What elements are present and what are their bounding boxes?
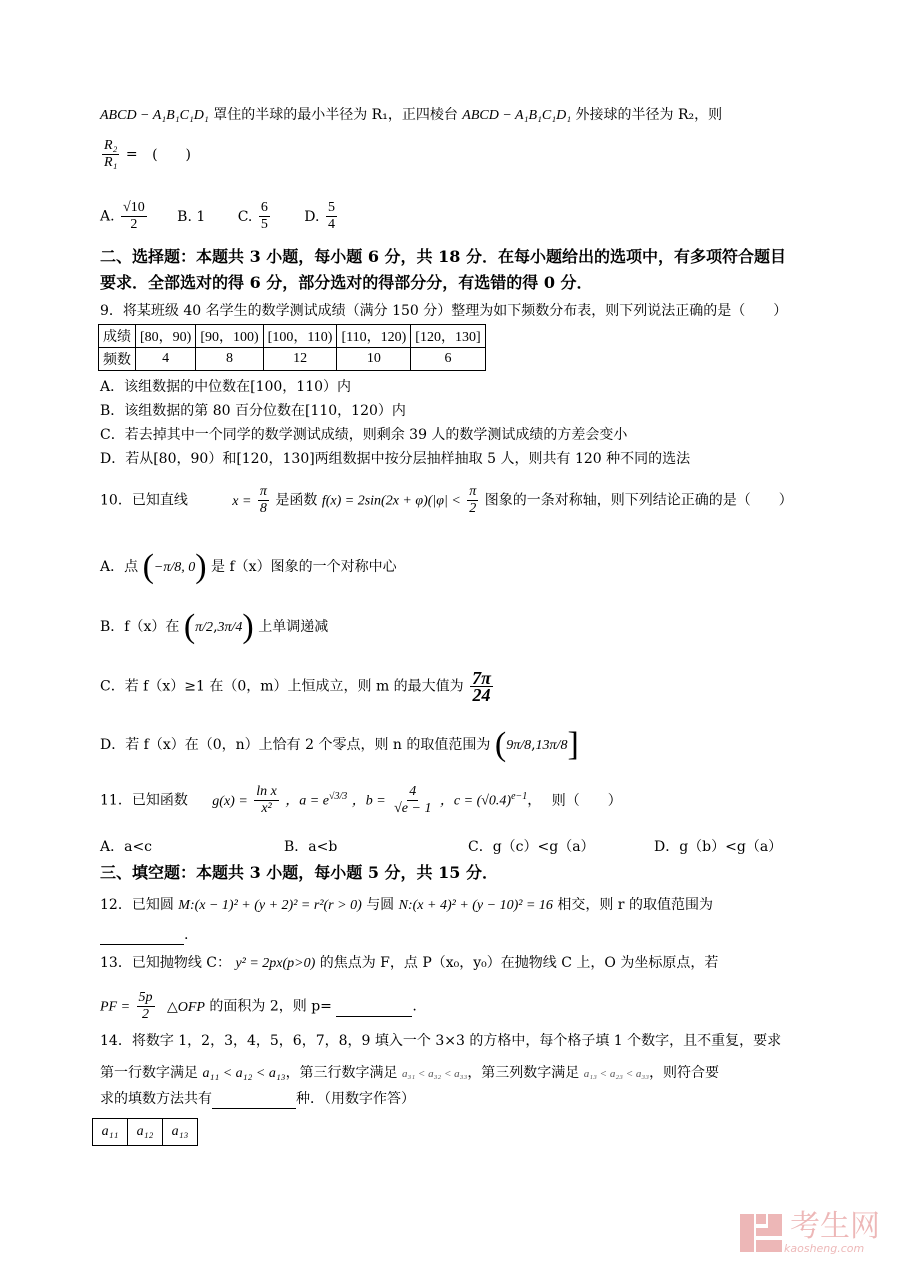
table-cell: [110，120) <box>337 325 411 348</box>
q10-line-den: 8 <box>259 501 267 516</box>
q8-opt-b: B. 1 <box>177 208 206 225</box>
q10-opt-a <box>100 550 397 584</box>
q11-b-frac <box>392 784 433 817</box>
q14-line2-d: ，则符合要 <box>649 1065 720 1081</box>
table-row <box>99 348 486 371</box>
q10-opt-d-text: D．若 f（x）在（0，n）上恰有 2 个零点，则 n 的取值范围为 <box>100 737 491 753</box>
q13-blank <box>336 998 412 1017</box>
q14-line3 <box>100 1090 415 1109</box>
q12-mid: 与圆 <box>366 897 395 913</box>
q13-tail: 的面积为 2，则 p= <box>209 998 332 1015</box>
q10-opt-b: B．f（x）在 (π/2,3π/4) 上单调递减 <box>100 608 329 645</box>
q10-phi-num: π <box>469 484 477 499</box>
table-cell: 8 <box>196 348 263 371</box>
q10-opt-a-label: A．点 <box>100 559 139 575</box>
q10-bracket-right-icon: ] <box>567 726 579 763</box>
table-cell: 12 <box>263 348 337 371</box>
table-cell: [120，130] <box>411 325 485 348</box>
q10-opt-a-point: −π/8, 0 <box>153 560 196 575</box>
table-row <box>93 1119 198 1146</box>
q9-opt-d: D．若从[80，90）和[120，130]两组数据中按分层抽样抽取 5 人，则共有 120 种不同的选法 <box>100 451 691 467</box>
q11-lead: 11．已知函数 <box>100 792 188 809</box>
q12-end: . <box>184 927 189 943</box>
table-cell: [80，90) <box>136 325 196 348</box>
q9-opt-a: A．该组数据的中位数在[100，110）内 <box>100 379 352 395</box>
q8-eq: = <box>125 146 138 163</box>
q14-blank <box>212 1090 296 1109</box>
q10-paren-left-icon: ( <box>183 608 196 645</box>
q8-opt-c-frac <box>259 200 270 233</box>
q11-comma: ， <box>527 792 542 809</box>
q12-blank <box>100 926 184 945</box>
q14-cond1: a₁₁ < a₁₂ < a₁₃ <box>202 1066 286 1081</box>
q10-opt-c-text: C．若 f（x）≥1 在（0，m）上恒成立，则 m 的最大值为 <box>100 678 464 695</box>
q11-a: ，a = e <box>285 793 329 809</box>
q13-line2 <box>100 990 417 1023</box>
q10-opt-b-label: B．f（x）在 <box>100 619 180 635</box>
q11-options <box>100 838 782 856</box>
q10-stem <box>100 484 793 517</box>
q9-opt-b: B．该组数据的第 80 百分位数在[110，120）内 <box>100 403 406 419</box>
q8-opt-a-label: A. <box>100 208 115 225</box>
q11-g: g(x) = <box>212 793 248 809</box>
table-cell: [100，110) <box>263 325 337 348</box>
q11-stem <box>100 784 622 817</box>
q10-opt-b-int-1: π/2 <box>195 620 214 635</box>
q8-text2: 外接球的半径为 R₂，则 <box>575 107 723 123</box>
q9-opt-c: C．若去掉其中一个同学的数学测试成绩，则剩余 39 人的数学测试成绩的方差会变小 <box>100 427 628 443</box>
q13-pf-den: 2 <box>142 1007 150 1022</box>
q11-opt-a: A．a<c <box>100 839 153 855</box>
q8-opt-d-frac <box>326 200 337 233</box>
q10-line-num: π <box>259 484 267 499</box>
q8-prefix2: ABCD − A₁B₁C₁D₁ <box>462 108 572 123</box>
q14-line1: 14．将数字 1，2，3，4，5，6，7，8，9 填入一个 3×3 的方格中，每个格子填 1 个数字，且不重复，要求 <box>100 1033 782 1049</box>
q12-tail: 相交，则 r 的取值范围为 <box>557 897 713 913</box>
q13-pf: PF = <box>100 999 131 1015</box>
q13-pf-frac <box>137 990 155 1023</box>
q10-func: f(x) = 2sin(2x + φ)(|φ| < <box>321 493 461 509</box>
q14-line2-a: 第一行数字满足 <box>100 1065 198 1081</box>
watermark-text-group <box>784 1208 880 1255</box>
q9-freq-table <box>98 324 486 371</box>
q8-opt-d-num: 5 <box>327 200 335 215</box>
q8-ratio-den: R₁ <box>104 155 118 170</box>
q11-b-num: 4 <box>409 784 417 799</box>
q10-phi-frac <box>467 484 478 517</box>
table-cell: 成绩 <box>99 325 136 348</box>
q11-a-exp: √3/3 <box>328 790 348 802</box>
q11-b: ，b = <box>351 793 386 809</box>
q12-m-eq: M:(x − 1)² + (y + 2)² = r²(r > 0) <box>178 898 362 913</box>
q10-opt-c <box>100 670 495 703</box>
q11-opt-d: D．g（b）<g（a） <box>654 839 783 855</box>
q13-pf-num: 5p <box>138 990 153 1005</box>
q8-opt-a-den: 2 <box>130 217 138 232</box>
q11-opt-b: B．a<b <box>284 839 338 855</box>
q8-opt-c-num: 6 <box>260 200 268 215</box>
q10-opt-a-text: 是 f（x）图象的一个对称中心 <box>211 559 397 575</box>
q14-line3-b: 种．（用数字作答） <box>296 1091 415 1107</box>
q13-mid: 的焦点为 F，点 P（x₀，y₀）在抛物线 C 上，O 为坐标原点，若 <box>319 955 719 971</box>
q10-paren-right-icon: ) <box>242 608 254 645</box>
table-cell: [90，100) <box>196 325 263 348</box>
q10-opt-c-frac <box>470 670 493 703</box>
grid-cell: a₁₂ <box>128 1119 163 1146</box>
q10-paren-left-icon: ( <box>494 726 507 763</box>
q11-opt-c: C．g（c）<g（a） <box>468 839 595 855</box>
q8-ratio-frac <box>102 138 119 171</box>
q12-answer <box>100 926 188 945</box>
q10-paren-left-icon: ( <box>142 548 154 585</box>
watermark-sub: kaosheng.com <box>784 1241 865 1255</box>
q13-para: y² = 2px(p>0) <box>235 956 316 971</box>
q11-g-den: x² <box>261 801 272 816</box>
q10-tail: 图象的一条对称轴，则下列结论正确的是（ ） <box>484 492 793 509</box>
q8-opt-d-den: 4 <box>327 217 335 232</box>
section2-heading: 二、选择题：本题共 3 小题，每小题 6 分，共 18 分．在每小题给出的选项中，有多项符合题目要求．全部选对的得 6 分，部分选对的得部分分，有选错的得 0 分． <box>100 247 786 292</box>
section3-heading: 三、填空题：本题共 3 小题，每小题 5 分，共 15 分． <box>100 863 498 882</box>
table-cell: 10 <box>337 348 411 371</box>
q10-opt-b-int-2: 3π/4 <box>217 620 243 635</box>
q14-line3-a: 求的填数方法共有 <box>100 1091 212 1107</box>
q14-cond3: a₁₃ < a₂₃ < a₃₃ <box>583 1068 650 1080</box>
q8-opt-c-label: C. <box>237 208 253 225</box>
q8-opt-a-frac <box>121 200 147 233</box>
table-cell: 4 <box>136 348 196 371</box>
q11-then: 则（ ） <box>551 792 622 809</box>
q11-g-num: ln x <box>256 784 277 799</box>
q11-c-exp: e−1 <box>511 790 528 802</box>
q11-c: ，c = (√0.4) <box>439 793 512 809</box>
watermark-text: 考生网 <box>790 1208 880 1244</box>
q12-lead: 12．已知圆 <box>100 897 174 913</box>
q10-opt-c-num: 7π <box>472 668 491 688</box>
q8-opt-d-label: D. <box>304 208 320 225</box>
q10-opt-d-int-2: 13π/8 <box>535 738 568 753</box>
q8-opt-a-num: √10 <box>123 200 145 215</box>
q8-ratio-num: R₂ <box>104 138 118 153</box>
q14-grid <box>92 1118 198 1146</box>
grid-cell: a₁₃ <box>163 1119 198 1146</box>
q13-lead: 13．已知抛物线 C： <box>100 955 231 971</box>
q14-cond2: a₃₁ < a₃₂ < a₃₃ <box>402 1068 468 1080</box>
q10-line-eq: x = <box>232 493 252 509</box>
q10-mid: 是函数 <box>275 492 318 509</box>
q13-end: . <box>412 998 417 1015</box>
q11-b-den: √e − 1 <box>394 801 432 816</box>
q13-area: △OFP <box>166 999 205 1015</box>
q10-opt-d-int-1: 9π/8 <box>506 738 532 753</box>
table-cell: 频数 <box>99 348 136 371</box>
q14-line2-b: ，第三行数字满足 <box>285 1065 398 1081</box>
q8-text1: 罩住的半球的最小半径为 R₁，正四棱台 <box>213 107 458 123</box>
kaosheng-logo-icon <box>738 1210 784 1256</box>
q10-line-frac <box>258 484 269 517</box>
grid-cell: a₁₁ <box>93 1119 128 1146</box>
q10-opt-d: D．若 f（x）在（0，n）上恰有 2 个零点，则 n 的取值范围为 (9π/8,13π/8] <box>100 726 579 763</box>
q10-phi-den: 2 <box>469 501 477 516</box>
q11-g-frac <box>254 784 279 817</box>
q14-line2-c: ，第三列数字满足 <box>467 1065 580 1081</box>
q8-ratio <box>100 138 191 171</box>
q12-stem <box>100 896 713 915</box>
q10-opt-c-den: 24 <box>472 685 491 705</box>
q10-opt-b-text: 上单调递减 <box>258 619 329 635</box>
q9-stem: 9．将某班级 40 名学生的数学测试成绩（满分 150 分）整理为如下频数分布表，则下列说法正确的是（ ） <box>100 303 788 319</box>
q13-line1 <box>100 954 718 973</box>
q8-line1 <box>100 106 722 125</box>
watermark <box>738 1210 880 1256</box>
q8-prefix: ABCD − A₁B₁C₁D₁ <box>100 108 209 123</box>
table-row <box>99 325 486 348</box>
q8-paren: ( ) <box>152 146 191 163</box>
q10-paren-right-icon: ) <box>195 548 207 585</box>
q8-options <box>100 200 339 233</box>
q10-lead: 10．已知直线 <box>100 492 188 509</box>
q8-opt-c-den: 5 <box>260 217 268 232</box>
q12-n-eq: N:(x + 4)² + (y − 10)² = 16 <box>398 898 553 913</box>
table-cell: 6 <box>411 348 485 371</box>
q14-line2 <box>100 1064 719 1083</box>
